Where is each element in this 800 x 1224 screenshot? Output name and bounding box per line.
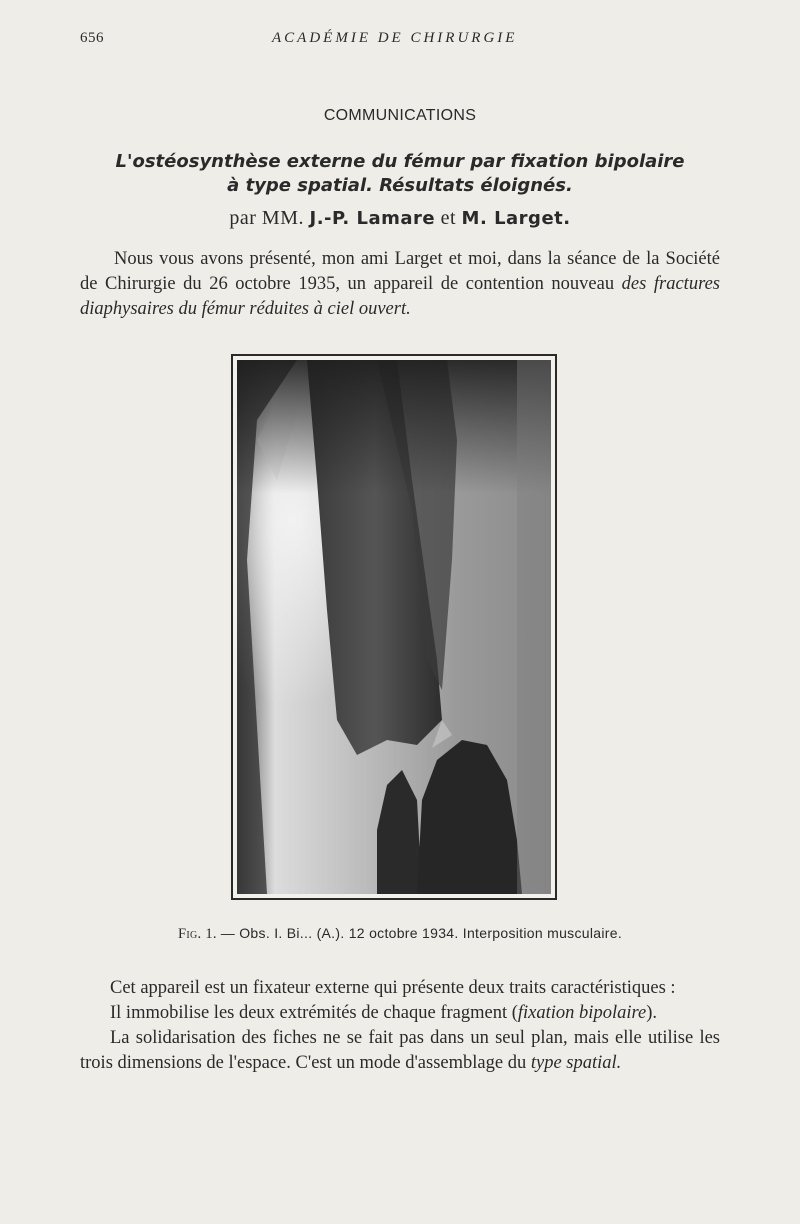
intro-italic: des fractures diaphysaires du fémur réduites à ciel ouvert. [80,274,720,319]
body-paragraph-3-italic: type spatial. [530,1053,622,1073]
page-number: 656 [80,30,104,46]
byline-prefix: par MM. [229,207,304,229]
body-paragraph-1: Cet appareil est un fixateur externe qui présente deux traits caractéristiques : [110,978,676,998]
article-title [60,150,740,198]
xray-figure [231,354,557,900]
running-head [80,30,720,54]
section-heading: COMMUNICATIONS [323,107,477,124]
intro-text: Nous vous avons présenté, mon ami Larget et moi, dans la séance de la Société de Chirurgie du 26 octobre 1935, un appareil de contention nouveau [80,249,720,294]
body-paragraph-2-text: Il immobilise les deux extrémités de chaque fragment ( [110,1003,518,1023]
byline [0,207,800,230]
article-title-line-1: L'ostéosynthèse externe du fémur par fixation bipolaire [115,151,685,172]
body-paragraph-2-end: ). [646,1003,657,1023]
xray-image [237,360,551,894]
journal-title: ACADÉMIE DE CHIRURGIE [272,30,518,46]
article-title-line-2: à type spatial. Résultats éloignés. [227,175,573,196]
body-paragraph-2-italic: fixation bipolaire [517,1003,647,1023]
body-paragraph-3 [80,1026,720,1076]
byline-and: et [440,207,457,229]
intro-paragraph [80,247,720,322]
figure-caption [0,925,800,943]
figure-label: Fig. 1. [177,926,217,942]
body-paragraph-3-text: La solidarisation des fiches ne se fait pas dans un seul plan, mais elle utilise les trois dimensions de l'espace. C'est un mode d'assemblage du [80,1028,720,1073]
figure-caption-text: — Obs. I. Bi... (A.). 12 octobre 1934. Interposition musculaire. [220,925,623,941]
body-text [80,976,720,1076]
author-1: J.-P. Lamare [309,208,436,229]
body-paragraph-2 [80,1001,720,1026]
author-2: M. Larget. [461,208,571,229]
